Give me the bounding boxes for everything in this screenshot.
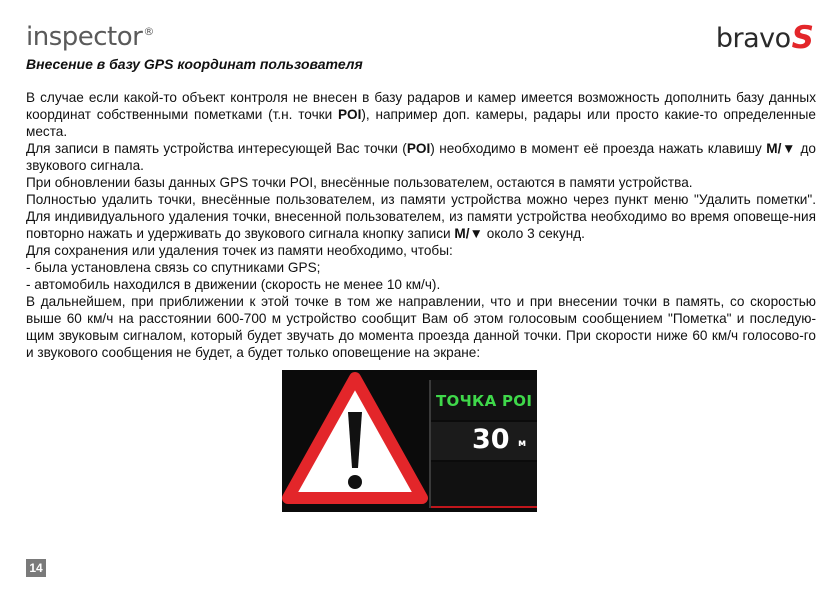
text-run: - автомобиль находился в движении (скорость не менее 10 км/ч).	[26, 277, 441, 292]
text-run: В дальнейшем, при приближении к этой точке в том же направлении, что и при внесении точки в память, со скоростью выше 60 км/ч на расстоянии 600-700 м устройство сообщит Вам об этом голосовым сообщением "Пометка" и последую-щим звуковым сигналом, который будет звучать до момента проезда данной точки. При скорости ниже 60 км/ч голосово-го и звукового сообщения не будет, а будет только оповещение на экране:	[26, 294, 816, 360]
registered-mark: ®	[143, 25, 154, 39]
bold-term: M/▼	[454, 226, 483, 241]
bravo-logo	[716, 20, 814, 54]
bravo-logo-text: bravo	[715, 23, 791, 54]
page-number: 14	[26, 559, 46, 577]
paragraph	[26, 293, 816, 361]
text-run: При обновлении базы данных GPS точки POI, внесённые пользователем, остаются в памяти устройства.	[26, 175, 693, 190]
paragraph	[26, 191, 816, 242]
text-run: Полностью удалить точки, внесённые пользователем, из памяти устройства можно через пункт меню "Удалить пометки". Для индивидуального удаления точки, внесенной пользователем, из памяти устройства необходимо во время оповеще-ния повторно нажать и удерживать до звукового сигнала кнопку записи	[26, 192, 816, 241]
distance-unit: м	[518, 438, 527, 449]
empty-panel	[431, 462, 537, 508]
section-title: Внесение в базу GPS координат пользователя	[26, 56, 363, 72]
paragraph	[26, 259, 816, 276]
screen-red-line	[431, 506, 537, 508]
bold-term: POI	[406, 141, 431, 156]
bold-term: M/▼	[766, 141, 797, 156]
paragraph	[26, 89, 816, 140]
inspector-logo-text: inspector	[26, 22, 143, 52]
body-text	[26, 89, 816, 361]
device-screen	[282, 370, 537, 512]
text-run: около 3 секунд.	[482, 226, 585, 241]
text-run: - была установлена связь со спутниками GPS;	[26, 260, 321, 275]
text-run: ), например доп. камеры, радары или просто какие-то определенные места.	[26, 107, 816, 139]
text-run: Для записи в память устройства интересующей Вас точки (	[26, 141, 407, 156]
text-run: Для сохранения или удаления точек из памяти необходимо, чтобы:	[26, 243, 453, 258]
paragraph	[26, 276, 816, 293]
text-run: ) необходимо в момент её проезда нажать клавишу	[430, 141, 767, 156]
paragraph	[26, 174, 816, 191]
text-run: до звукового сигнала.	[26, 141, 816, 173]
paragraph	[26, 242, 816, 259]
distance-value: 30	[472, 424, 510, 455]
bravo-logo-accent: S	[791, 20, 814, 56]
text-run: В случае если какой-то объект контроля не внесен в базу радаров и камер имеется возможность дополнить базу данных координат собственными пометками (т.н. точки	[26, 90, 816, 122]
inspector-logo	[26, 22, 154, 52]
bold-term: POI	[337, 107, 362, 122]
paragraph	[26, 140, 816, 174]
poi-label: ТОЧКА POI	[436, 392, 533, 410]
warning-triangle-icon	[282, 370, 429, 512]
